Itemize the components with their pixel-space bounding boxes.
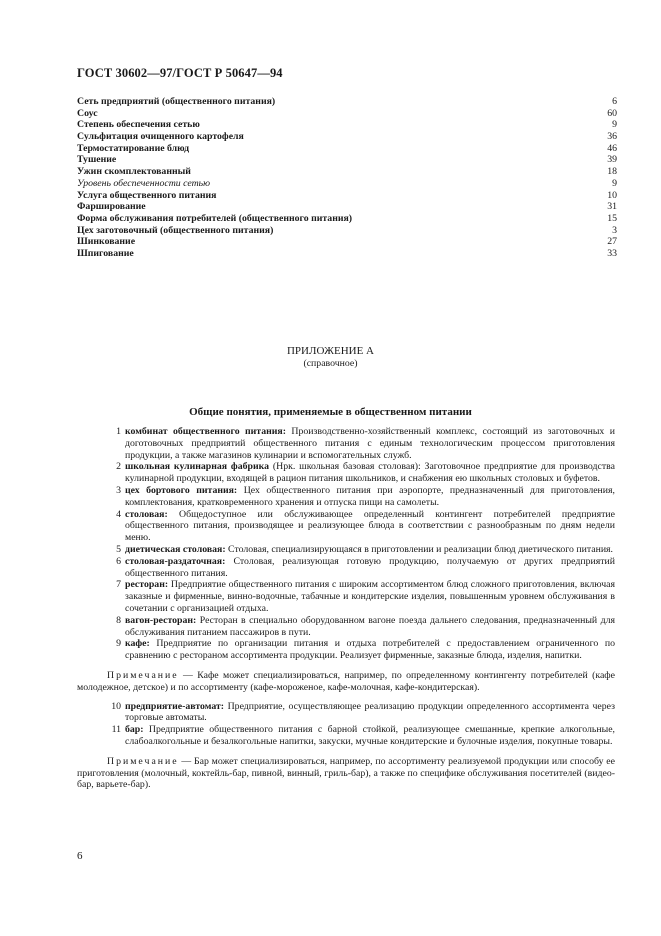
definition-text: Столовая, специализирующаяся в приготовлении и реализации блюд диетического питания. (225, 543, 614, 555)
index-term: Степень обеспечения сетью (77, 119, 200, 131)
definition-term: ресторан: (125, 579, 169, 591)
index-row (77, 166, 617, 178)
index-page: 3 (612, 224, 617, 236)
index-term: Шинкование (77, 236, 136, 248)
definition-item (77, 638, 615, 662)
index-row (77, 154, 617, 166)
index-page: 33 (607, 247, 617, 259)
definition-term: школьная кулинарная фабрика (125, 461, 269, 473)
definition-term: предприятие-автомат: (125, 700, 225, 712)
definition-text: Ресторан в специально оборудованном вагоне поезда дальнего следования, предназначенный для обслуживания питанием пассажиров в пути. (125, 614, 615, 638)
note-label: Примечание (107, 755, 179, 767)
note-text: — Кафе может специализироваться, например, по определенному контингенту потребителей (кафе молодежное, детское) и по ассортименту (кафе-мороженое, кафе-молочная, кафе-кондитерская). (77, 669, 615, 693)
definition-item (77, 701, 615, 725)
term-index (77, 96, 617, 260)
definition-number: 4 (116, 508, 121, 520)
definition-text: Столовая, реализующая готовую продукцию, получаемую от других предприятий общественного питания. (125, 555, 615, 579)
index-row (77, 236, 617, 248)
index-row (77, 190, 617, 202)
index-row (77, 248, 617, 260)
note-bar (77, 756, 615, 791)
index-page: 9 (612, 119, 617, 131)
definition-item (77, 556, 615, 580)
definition-number: 8 (116, 614, 121, 626)
definition-term: кафе: (125, 638, 150, 650)
definition-number: 11 (111, 724, 121, 736)
index-term: Сульфитация очищенного картофеля (77, 131, 244, 143)
definition-number: 10 (111, 700, 121, 712)
note-cafe (77, 670, 615, 694)
definition-item (77, 461, 615, 485)
index-row (77, 131, 617, 143)
index-term: Цех заготовочный (общественного питания) (77, 224, 274, 236)
index-page: 46 (607, 142, 617, 154)
definition-text: Предприятие общественного питания с широким ассортиментом блюд сложного приготовления, включая заказные и фирменные, винно-водочные, табачные и кондитерские изделия, повышенным уровнем обслуживания в сочетании с организацией отдыха. (125, 579, 615, 614)
index-row (77, 96, 617, 108)
index-term: Термостатирование блюд (77, 142, 190, 154)
index-term: Услуга общественного питания (77, 189, 217, 201)
definition-text: Общедоступное или обслуживающее определенный контингент потребителей предприятие общественного питания, производящее и реализующее блюда в соответствии с разнообразным по дням недели меню. (125, 508, 615, 544)
index-page: 60 (607, 107, 617, 119)
index-page: 6 (612, 96, 617, 107)
definition-text: Предприятие общественного питания с барной стойкой, реализующее смешанные, крепкие алкогольные, слабоалкогольные и безалкогольные напитки, закуски, мучные кондитерские и булочные изделия, покупные товары. (125, 724, 615, 747)
appendix-title: ПРИЛОЖЕНИЕ А (286, 345, 374, 357)
definition-item (77, 509, 615, 544)
index-term: Сеть предприятий (общественного питания) (77, 96, 276, 107)
index-page: 9 (612, 177, 617, 189)
page-number: 6 (77, 850, 83, 862)
index-row (77, 178, 617, 190)
definitions-body (77, 426, 615, 798)
definition-term: бар: (125, 724, 144, 736)
section-title: Общие понятия, применяемые в общественном питании (189, 406, 472, 418)
definition-item (77, 485, 615, 509)
definition-term: столовая: (125, 508, 168, 520)
index-row (77, 143, 617, 155)
definition-item (77, 544, 615, 556)
definition-text: Производственно-хозяйственный комплекс, состоящий из заготовочных и доготовочных предприятий общественного питания с единым технологическим процессом приготовления продукции, а также магазинов кулинарии и вспомогательных служб. (125, 426, 615, 461)
index-row (77, 213, 617, 225)
index-page: 18 (607, 166, 617, 178)
index-term: Тушение (77, 154, 117, 166)
definition-term: цех бортового питания: (125, 484, 238, 496)
definition-item (77, 426, 615, 461)
definition-term: комбинат общественного питания: (125, 426, 286, 437)
note-label: Примечание (107, 669, 179, 681)
index-row (77, 119, 617, 131)
definition-item (77, 724, 615, 748)
index-term: Фарширование (77, 201, 146, 213)
definition-term: диетическая столовая: (125, 543, 226, 555)
appendix-subtitle: (справочное) (303, 358, 358, 369)
index-page: 36 (607, 131, 617, 143)
definition-number: 9 (116, 638, 121, 650)
index-term: Шпигование (77, 247, 134, 259)
index-term: Ужин скомплектованный (77, 166, 191, 178)
index-term: Форма обслуживания потребителей (общественного питания) (77, 212, 353, 224)
definition-item (77, 579, 615, 614)
index-term: Уровень обеспеченности сетью (77, 177, 211, 189)
definition-text: Предприятие по организации питания и отдыха потребителей с предоставлением ограниченного по сравнению с рестораном ассортимента продукции. Реализует фирменные, заказные блюда, изделия, напитки. (125, 638, 615, 662)
document-header: ГОСТ 30602—97/ГОСТ Р 50647—94 (77, 66, 283, 80)
index-row (77, 108, 617, 120)
definition-item (77, 615, 615, 639)
index-page: 15 (607, 212, 617, 224)
index-page: 31 (607, 201, 617, 213)
definition-text: Предприятие, осуществляющее реализацию продукции определенного ассортимента через торговые автоматы. (125, 700, 615, 724)
definition-number: 2 (116, 461, 121, 473)
definition-number: 5 (116, 543, 121, 555)
definition-text: (Нрк. школьная базовая столовая): Заготовочное предприятие для производства кулинарной продукции, входящей в рацион питания школьников, и снабжения ею школьных столовых и буфетов. (125, 461, 615, 485)
index-page: 10 (607, 189, 617, 201)
note-text: — Бар может специализироваться, например, по ассортименту реализуемой продукции или способу ее приготовления (молочный, коктейль-бар, пивной, винный, гриль-бар), а также по специфике обслуживания посетителей (видео-бар, варьете-бар). (77, 755, 615, 791)
definition-number: 6 (116, 555, 121, 567)
definition-number: 7 (116, 579, 121, 591)
index-row (77, 201, 617, 213)
index-term: Соус (77, 107, 98, 119)
index-page: 27 (607, 236, 617, 248)
definition-term: столовая-раздаточная: (125, 555, 226, 567)
definition-text: Цех общественного питания при аэропорте, предназначенный для приготовления, комплектования, кратковременного хранения и отпуска пищи на самолеты. (125, 484, 615, 508)
definition-term: вагон-ресторан: (125, 614, 197, 626)
definition-number: 1 (116, 426, 121, 437)
definition-number: 3 (116, 484, 121, 496)
index-row (77, 225, 617, 237)
index-page: 39 (607, 154, 617, 166)
